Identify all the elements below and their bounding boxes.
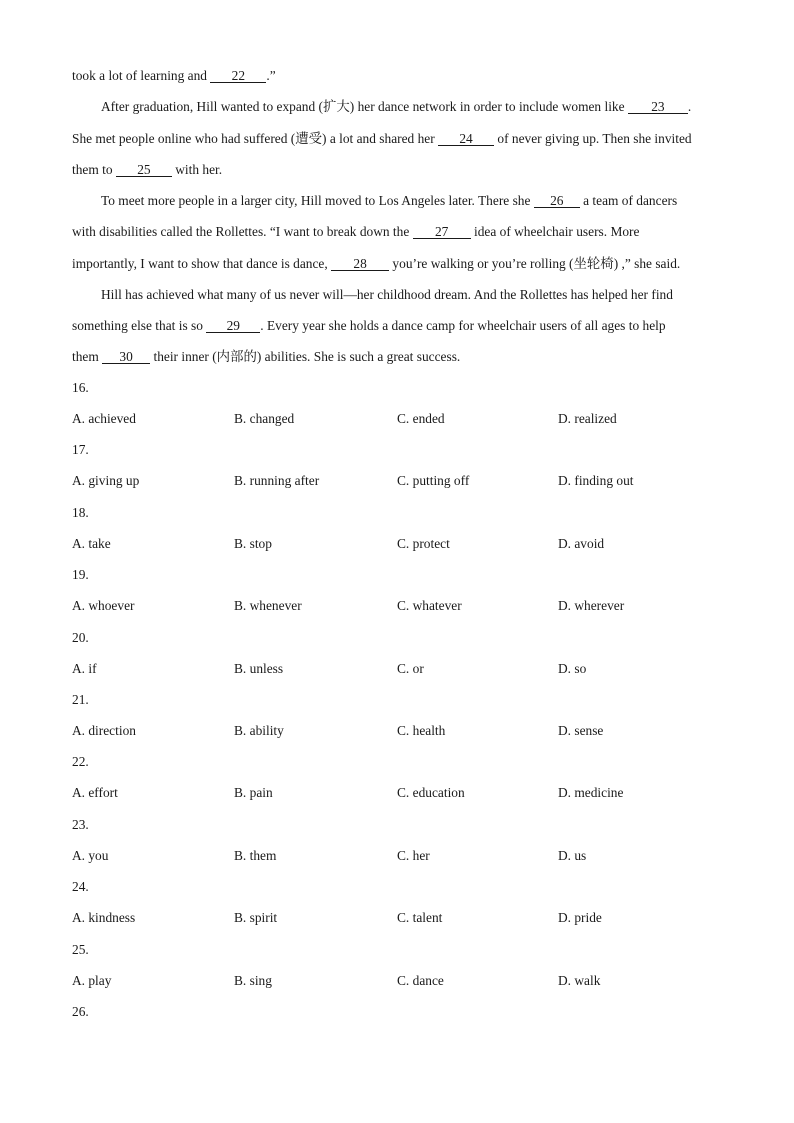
answer-option: D. realized — [558, 411, 617, 426]
answer-option: B. pain — [234, 785, 273, 801]
answer-option: C. putting off — [397, 473, 470, 489]
answer-option: A. achieved — [72, 411, 136, 426]
answer-option: A. kindness — [72, 910, 136, 926]
answer-option: D. walk — [558, 972, 601, 988]
answer-option: A. you — [72, 847, 109, 863]
answer-blank: 28 — [331, 257, 389, 271]
answer-option: B. them — [234, 847, 277, 863]
answer-option: B. unless — [234, 660, 284, 676]
answer-option: C. protect — [397, 535, 450, 551]
passage-text: them to — [72, 162, 116, 177]
passage-text: She met people online who had suffered (遭受) a lot and shared her — [72, 131, 439, 146]
answer-option: D. so — [558, 660, 587, 676]
passage-line — [101, 193, 722, 209]
answer-option: C. dance — [397, 972, 444, 988]
passage-text: them — [72, 349, 103, 364]
answer-option: C. her — [397, 847, 430, 863]
passage-line — [72, 349, 722, 365]
passage-text: of never giving up. Then she invited — [494, 131, 692, 146]
passage-line — [72, 162, 722, 178]
question-number: 16. — [72, 380, 89, 395]
passage-text: with disabilities called the Rollettes. “I want to break down the — [72, 224, 413, 239]
passage-text: their inner (内部的) abilities. She is such a great success. — [150, 349, 461, 364]
question-number: 26. — [72, 1004, 89, 1019]
answer-blank: 22 — [210, 69, 266, 83]
passage-line — [72, 131, 722, 147]
question-number: 18. — [72, 504, 89, 520]
passage-line — [72, 318, 722, 334]
passage-text: To meet more people in a larger city, Hill moved to Los Angeles later. There she — [101, 193, 534, 208]
passage-text: .” — [266, 68, 276, 83]
passage-line — [101, 287, 722, 303]
question-number: 22. — [72, 754, 89, 770]
question-number: 23. — [72, 816, 89, 832]
question-number: 19. — [72, 567, 89, 583]
passage-text: After graduation, Hill wanted to expand (扩大) her dance network in order to include women like — [101, 99, 628, 114]
answer-option: B. ability — [234, 723, 284, 738]
answer-blank: 26 — [534, 194, 580, 208]
passage-text: Hill has achieved what many of us never will—her childhood dream. And the Rollettes has helped her find — [101, 287, 673, 302]
answer-option: B. whenever — [234, 598, 302, 614]
answer-blank: 30 — [102, 350, 150, 364]
answer-option: B. running after — [234, 473, 320, 489]
answer-option: A. direction — [72, 723, 136, 738]
answer-option: B. stop — [234, 535, 272, 551]
question-number: 17. — [72, 442, 89, 458]
question-number: 20. — [72, 629, 89, 645]
passage-line — [72, 68, 722, 84]
passage-text: something else that is so — [72, 318, 207, 333]
passage-text: . — [687, 99, 692, 114]
answer-option: A. play — [72, 972, 112, 988]
question-number: 24. — [72, 879, 89, 895]
answer-option: D. us — [558, 847, 587, 863]
answer-option: C. whatever — [397, 598, 462, 614]
answer-option: C. or — [397, 660, 424, 676]
answer-option: C. education — [397, 785, 465, 801]
answer-option: D. finding out — [558, 473, 634, 489]
passage-line — [101, 99, 722, 115]
passage-text: with her. — [171, 162, 223, 177]
passage-line — [72, 224, 722, 240]
answer-option: A. whoever — [72, 598, 135, 614]
answer-option: C. ended — [397, 411, 445, 426]
passage-text: took a lot of learning and — [72, 68, 211, 83]
answer-option: D. pride — [558, 910, 602, 926]
answer-blank: 25 — [116, 163, 172, 177]
answer-option: D. sense — [558, 723, 604, 738]
answer-blank: 27 — [413, 225, 471, 239]
passage-text: importantly, I want to show that dance is dance, — [72, 256, 332, 271]
answer-blank: 23 — [628, 100, 688, 114]
answer-option: A. giving up — [72, 473, 140, 489]
answer-option: A. if — [72, 660, 97, 676]
answer-option: C. talent — [397, 910, 443, 926]
passage-text: idea of wheelchair users. More — [470, 224, 640, 239]
answer-option: A. take — [72, 535, 111, 551]
passage-text: you’re walking or you’re rolling (坐轮椅) ,” she said. — [389, 256, 681, 271]
answer-blank: 29 — [206, 319, 260, 333]
answer-blank: 24 — [438, 132, 494, 146]
passage-line — [72, 256, 722, 272]
answer-option: D. wherever — [558, 598, 625, 614]
answer-option: D. avoid — [558, 535, 605, 551]
answer-option: B. sing — [234, 972, 272, 988]
question-number: 21. — [72, 692, 89, 707]
passage-text: a team of dancers — [579, 193, 678, 208]
answer-option: B. spirit — [234, 910, 278, 926]
answer-option: D. medicine — [558, 785, 624, 801]
passage-text: . Every year she holds a dance camp for wheelchair users of all ages to help — [260, 318, 666, 333]
question-number: 25. — [72, 941, 89, 957]
answer-option: B. changed — [234, 411, 295, 426]
answer-option: A. effort — [72, 785, 118, 801]
answer-option: C. health — [397, 723, 446, 738]
